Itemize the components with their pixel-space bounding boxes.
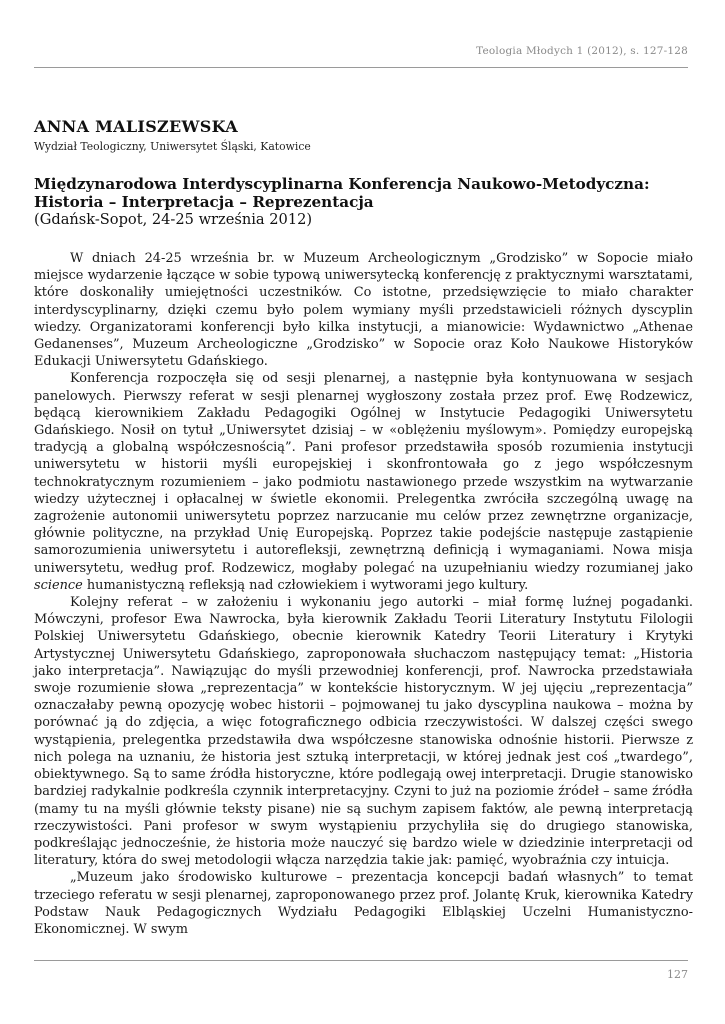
running-head: Teologia Młodych 1 (2012), s. 127-128 bbox=[476, 45, 688, 57]
paragraph-4: „Muzeum jako środowisko kulturowe – prezentacja koncepcji badań własnych” to temat trzeciego referatu w sesji plenarnej, zaproponowanego przez prof. Jolantę Kruk, kierownika Katedry Podstaw Nauk Pedagogicznych Wydziału Pedagogiki Elbląskiej Uczelni Humanistyczno-Ekonomicznej. W swym bbox=[34, 870, 693, 937]
paragraph-3: Kolejny referat – w założeniu i wykonaniu jego autorki – miał formę luźnej pogadanki. Mówczyni, profesor Ewa Nawrocka, była kierownik Zakładu Teorii Literatury Instytutu Filologii Polskiej Uniwersytetu Gdańskiego, obecnie kierownik Katedry Teorii Literatury i Krytyki Artystycznej Uniwersytetu Gdańskiego, zaproponowała słuchaczom następujący temat: „Historia jako interpretacja”. Nawiązując do myśli przewodniej konferencji, prof. Nawrocka przedstawiała swoje rozumienie słowa „reprezentacja” w kontekście historycznym. W jej ujęciu „reprezentacja” oznaczałaby pewną opozycję wobec historii – pojmowanej tu jako dyscyplina naukowa – można by porównać ją do zdjęcia, a więc fotograficznego odbicia rzeczywistości. W dalszej części swego wystąpienia, prelegentka przedstawiła dwa współczesne stanowiska odnośnie historii. Pierwsze z nich polega na uznaniu, że historia jest sztuką interpretacji, w której jednak jest coś „twardego”, obiektywnego. Są to same źródła historyczne, które podlegają owej interpretacji. Drugie stanowisko bardziej radykalnie podkreśla czynnik interpretacyjny. Czyni to już na poziomie źródeł – same źródła (mamy tu na myśli głównie teksty pisane) nie są suchym zapisem faktów, ale pewną interpretacją rzeczywistości. Pani profesor w swym wystąpieniu przychyliła się do drugiego stanowiska, podkreślając jednocześnie, że historia może nauczyć się bardzo wiele w dziedzinie interpretacji od literatury, która do swej metodologii włącza narzędzia takie jak: pamięć, wyobraźnia czy intuicja. bbox=[34, 595, 693, 869]
page-number: 127 bbox=[667, 968, 688, 981]
article-title bbox=[34, 175, 694, 211]
paragraph-2 bbox=[34, 370, 693, 594]
article-title-line-1: Międzynarodowa Interdyscyplinarna Konferencja Naukowo-Metodyczna: bbox=[34, 175, 650, 193]
paragraph-2-italic-term: science bbox=[34, 577, 83, 593]
article-title-line-2: Historia – Interpretacja – Reprezentacja bbox=[34, 193, 374, 211]
paragraph-1: W dniach 24-25 września br. w Muzeum Archeologicznym „Grodzisko” w Sopocie miało miejsce wydarzenie łączące w sobie typową uniwersytecką konferencję z praktycznymi warsztatami, które doskonaliły umiejętności uczestników. Co istotne, przedsięwzięcie to miało charakter interdyscyplinarny, dzięki czemu było polem wymiany myśli przedstawicieli różnych dyscyplin wiedzy. Organizatorami konferencji było kilka instytucji, a mianowicie: Wydawnictwo „Athenae Gedanenses”, Muzeum Archeologiczne „Grodzisko” w Sopocie oraz Koło Naukowe Historyków Edukacji Uniwersytetu Gdańskiego. bbox=[34, 251, 693, 370]
article-body bbox=[34, 250, 693, 938]
footer-divider bbox=[34, 960, 688, 961]
paragraph-2-text-end: humanistyczną refleksją nad człowiekiem i wytworami jego kultury. bbox=[82, 577, 529, 593]
header-divider bbox=[34, 67, 688, 68]
paragraph-2-text-start: Konferencja rozpoczęła się od sesji plenarnej, a następnie była kontynuowana w sesjach panelowych. Pierwszy referat w sesji plenarnej wygłoszony została przez prof. Ewę Rodzewicz, będącą kierownikiem Zakładu Pedagogiki Ogólnej w Instytucie Pedagogiki Uniwersytetu Gdańskiego. Nosił on tytuł „Uniwersytet dzisiaj – w «oblężeniu myślowym». Pomiędzy europejską tradycją a globalną współczesnością”. Pani profesor przedstawiła sposób rozumienia instytucji uniwersytetu w historii myśli europejskiej i skonfrontowała go z jego współczesnym technokratycznym rozumieniem – jako podmiotu nastawionego przede wszystkim na wytwarzanie wiedzy użytecznej i opłacalnej w świetle ekonomii. Prelegentka zwróciła szczególną uwagę na zagrożenie autonomii uniwersytetu poprzez narzucanie mu celów przez zewnętrzne organizacje, głównie polityczne, na przykład Unię Europejską. Poprzez takie podejście następuje zastąpienie samorozumienia uniwersytetu i autorefleksji, zewnętrzną definicją i wymaganiami. Nowa misja uniwersytetu, według prof. Rodzewicz, mogłaby polegać na uzupełnianiu wiedzy rozumianej jako bbox=[34, 371, 693, 576]
author-name: ANNA MALISZEWSKA bbox=[34, 117, 238, 136]
article-subtitle: (Gdańsk-Sopot, 24-25 września 2012) bbox=[34, 211, 313, 228]
author-affiliation: Wydział Teologiczny, Uniwersytet Śląski, Katowice bbox=[34, 140, 311, 153]
